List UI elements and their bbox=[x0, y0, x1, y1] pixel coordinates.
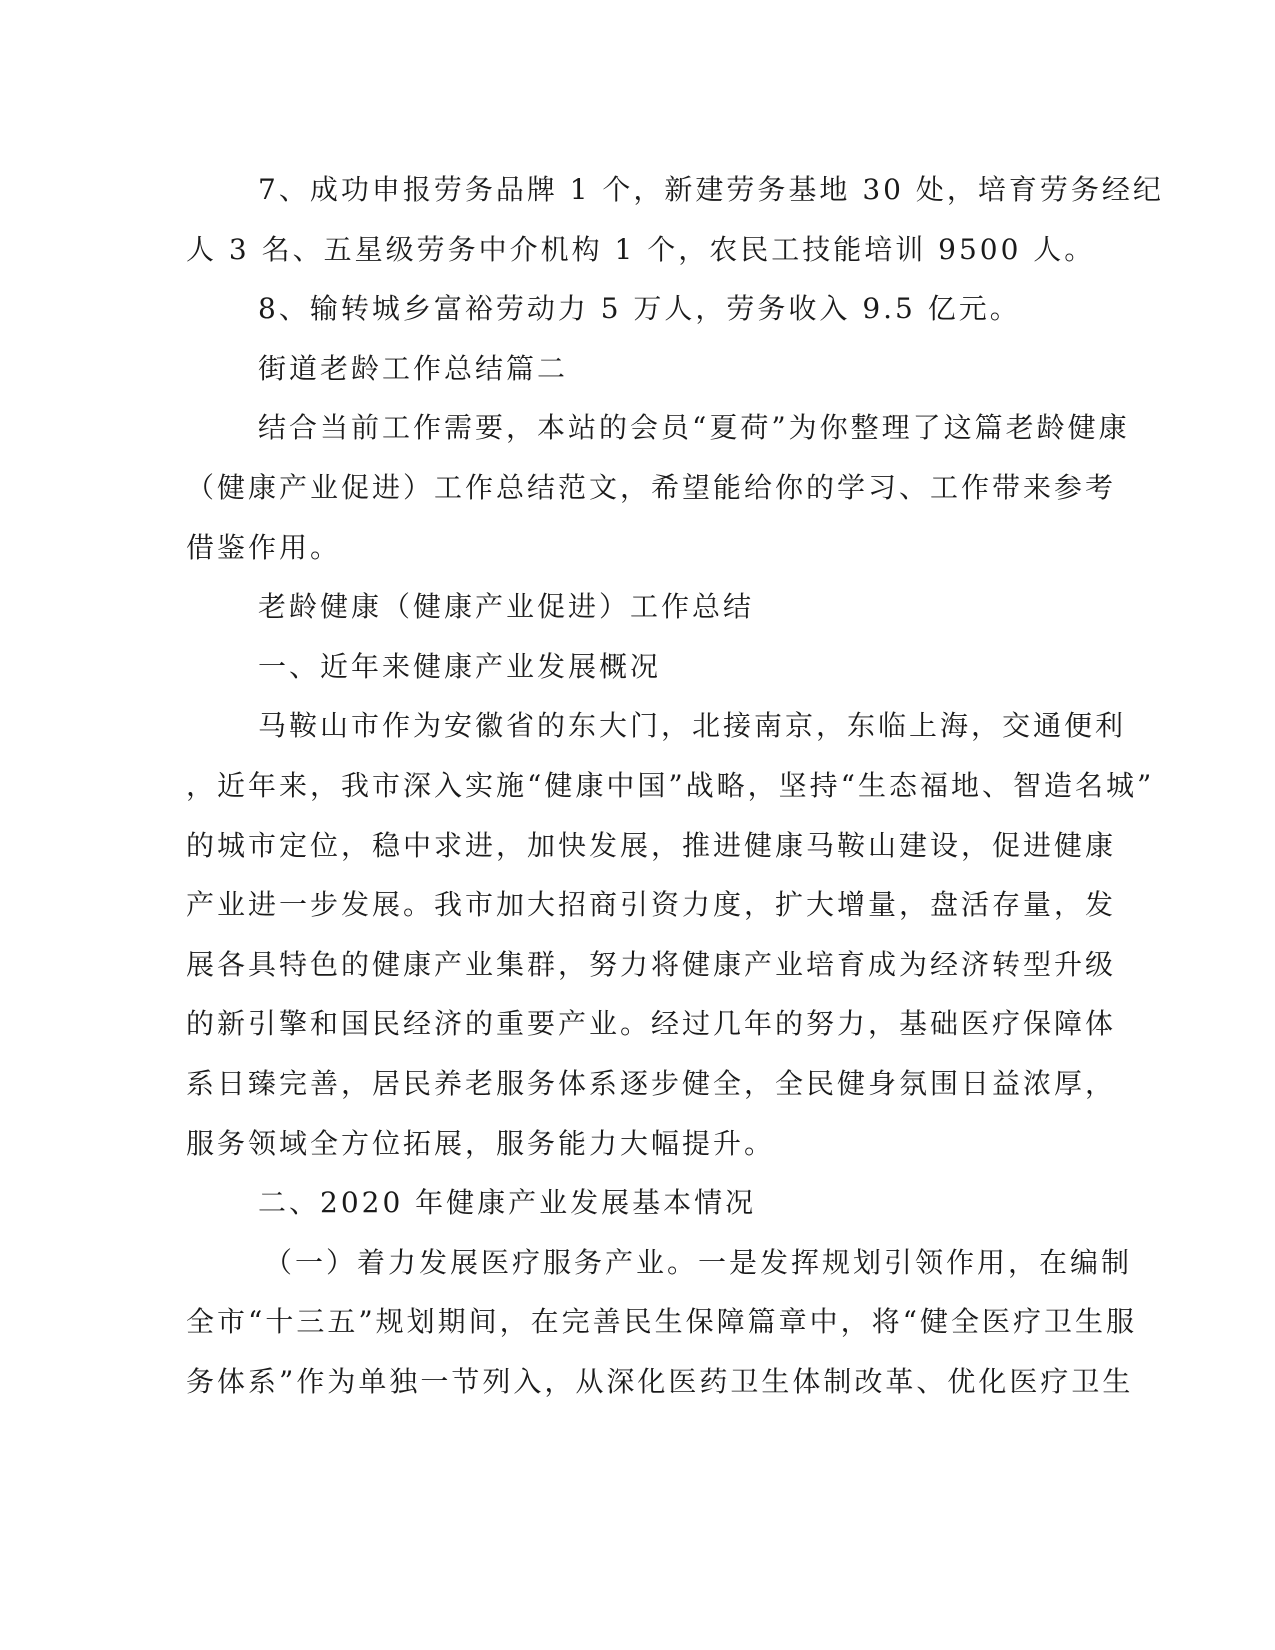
paragraph-line: 7、成功申报劳务品牌 1 个，新建劳务基地 30 处，培育劳务经纪 bbox=[258, 173, 1164, 206]
paragraph-line: （一）着力发展医疗服务产业。一是发挥规划引领作用，在编制 bbox=[264, 1245, 1133, 1279]
paragraph-line: 的城市定位，稳中求进，加快发展，推进健康马鞍山建设，促进健康 bbox=[186, 828, 1117, 862]
paragraph-line: （健康产业促进）工作总结范文，希望能给你的学习、工作带来参考 bbox=[186, 470, 1117, 504]
paragraph-line: 产业进一步发展。我市加大招商引资力度，扩大增量，盘活存量，发 bbox=[186, 888, 1117, 922]
paragraph-line: 结合当前工作需要，本站的会员“夏荷”为你整理了这篇老龄健康 bbox=[258, 411, 1130, 445]
paragraph-line: 全市“十三五”规划期间，在完善民生保障篇章中，将“健全医疗卫生服 bbox=[186, 1305, 1137, 1339]
paragraph-line: 借鉴作用。 bbox=[186, 530, 342, 564]
paragraph-line: 系日臻完善，居民养老服务体系逐步健全，全民健身氛围日益浓厚， bbox=[186, 1066, 1117, 1100]
document-title: 老龄健康（健康产业促进）工作总结 bbox=[258, 590, 755, 624]
section-heading: 二、2020 年健康产业发展基本情况 bbox=[258, 1186, 757, 1220]
paragraph-line: 的新引擎和国民经济的重要产业。经过几年的努力，基础医疗保障体 bbox=[186, 1007, 1117, 1041]
paragraph-line: 务体系”作为单独一节列入，从深化医药卫生体制改革、优化医疗卫生 bbox=[186, 1364, 1134, 1398]
section-heading: 街道老龄工作总结篇二 bbox=[258, 351, 569, 385]
paragraph-line: 人 3 名、五星级劳务中介机构 1 个，农民工技能培训 9500 人。 bbox=[186, 232, 1096, 266]
paragraph-line: 8、输转城乡富裕劳动力 5 万人，劳务收入 9.5 亿元。 bbox=[258, 292, 1021, 326]
section-heading: 一、近年来健康产业发展概况 bbox=[258, 649, 662, 683]
paragraph-line: ，近年来，我市深入实施“健康中国”战略，坚持“生态福地、智造名城” bbox=[186, 768, 1155, 802]
paragraph-line: 马鞍山市作为安徽省的东大门，北接南京，东临上海，交通便利 bbox=[258, 709, 1127, 743]
paragraph-line: 服务领域全方位拓展，服务能力大幅提升。 bbox=[186, 1126, 776, 1160]
document-body bbox=[186, 160, 1164, 1411]
paragraph-line: 展各具特色的健康产业集群，努力将健康产业培育成为经济转型升级 bbox=[186, 947, 1117, 981]
